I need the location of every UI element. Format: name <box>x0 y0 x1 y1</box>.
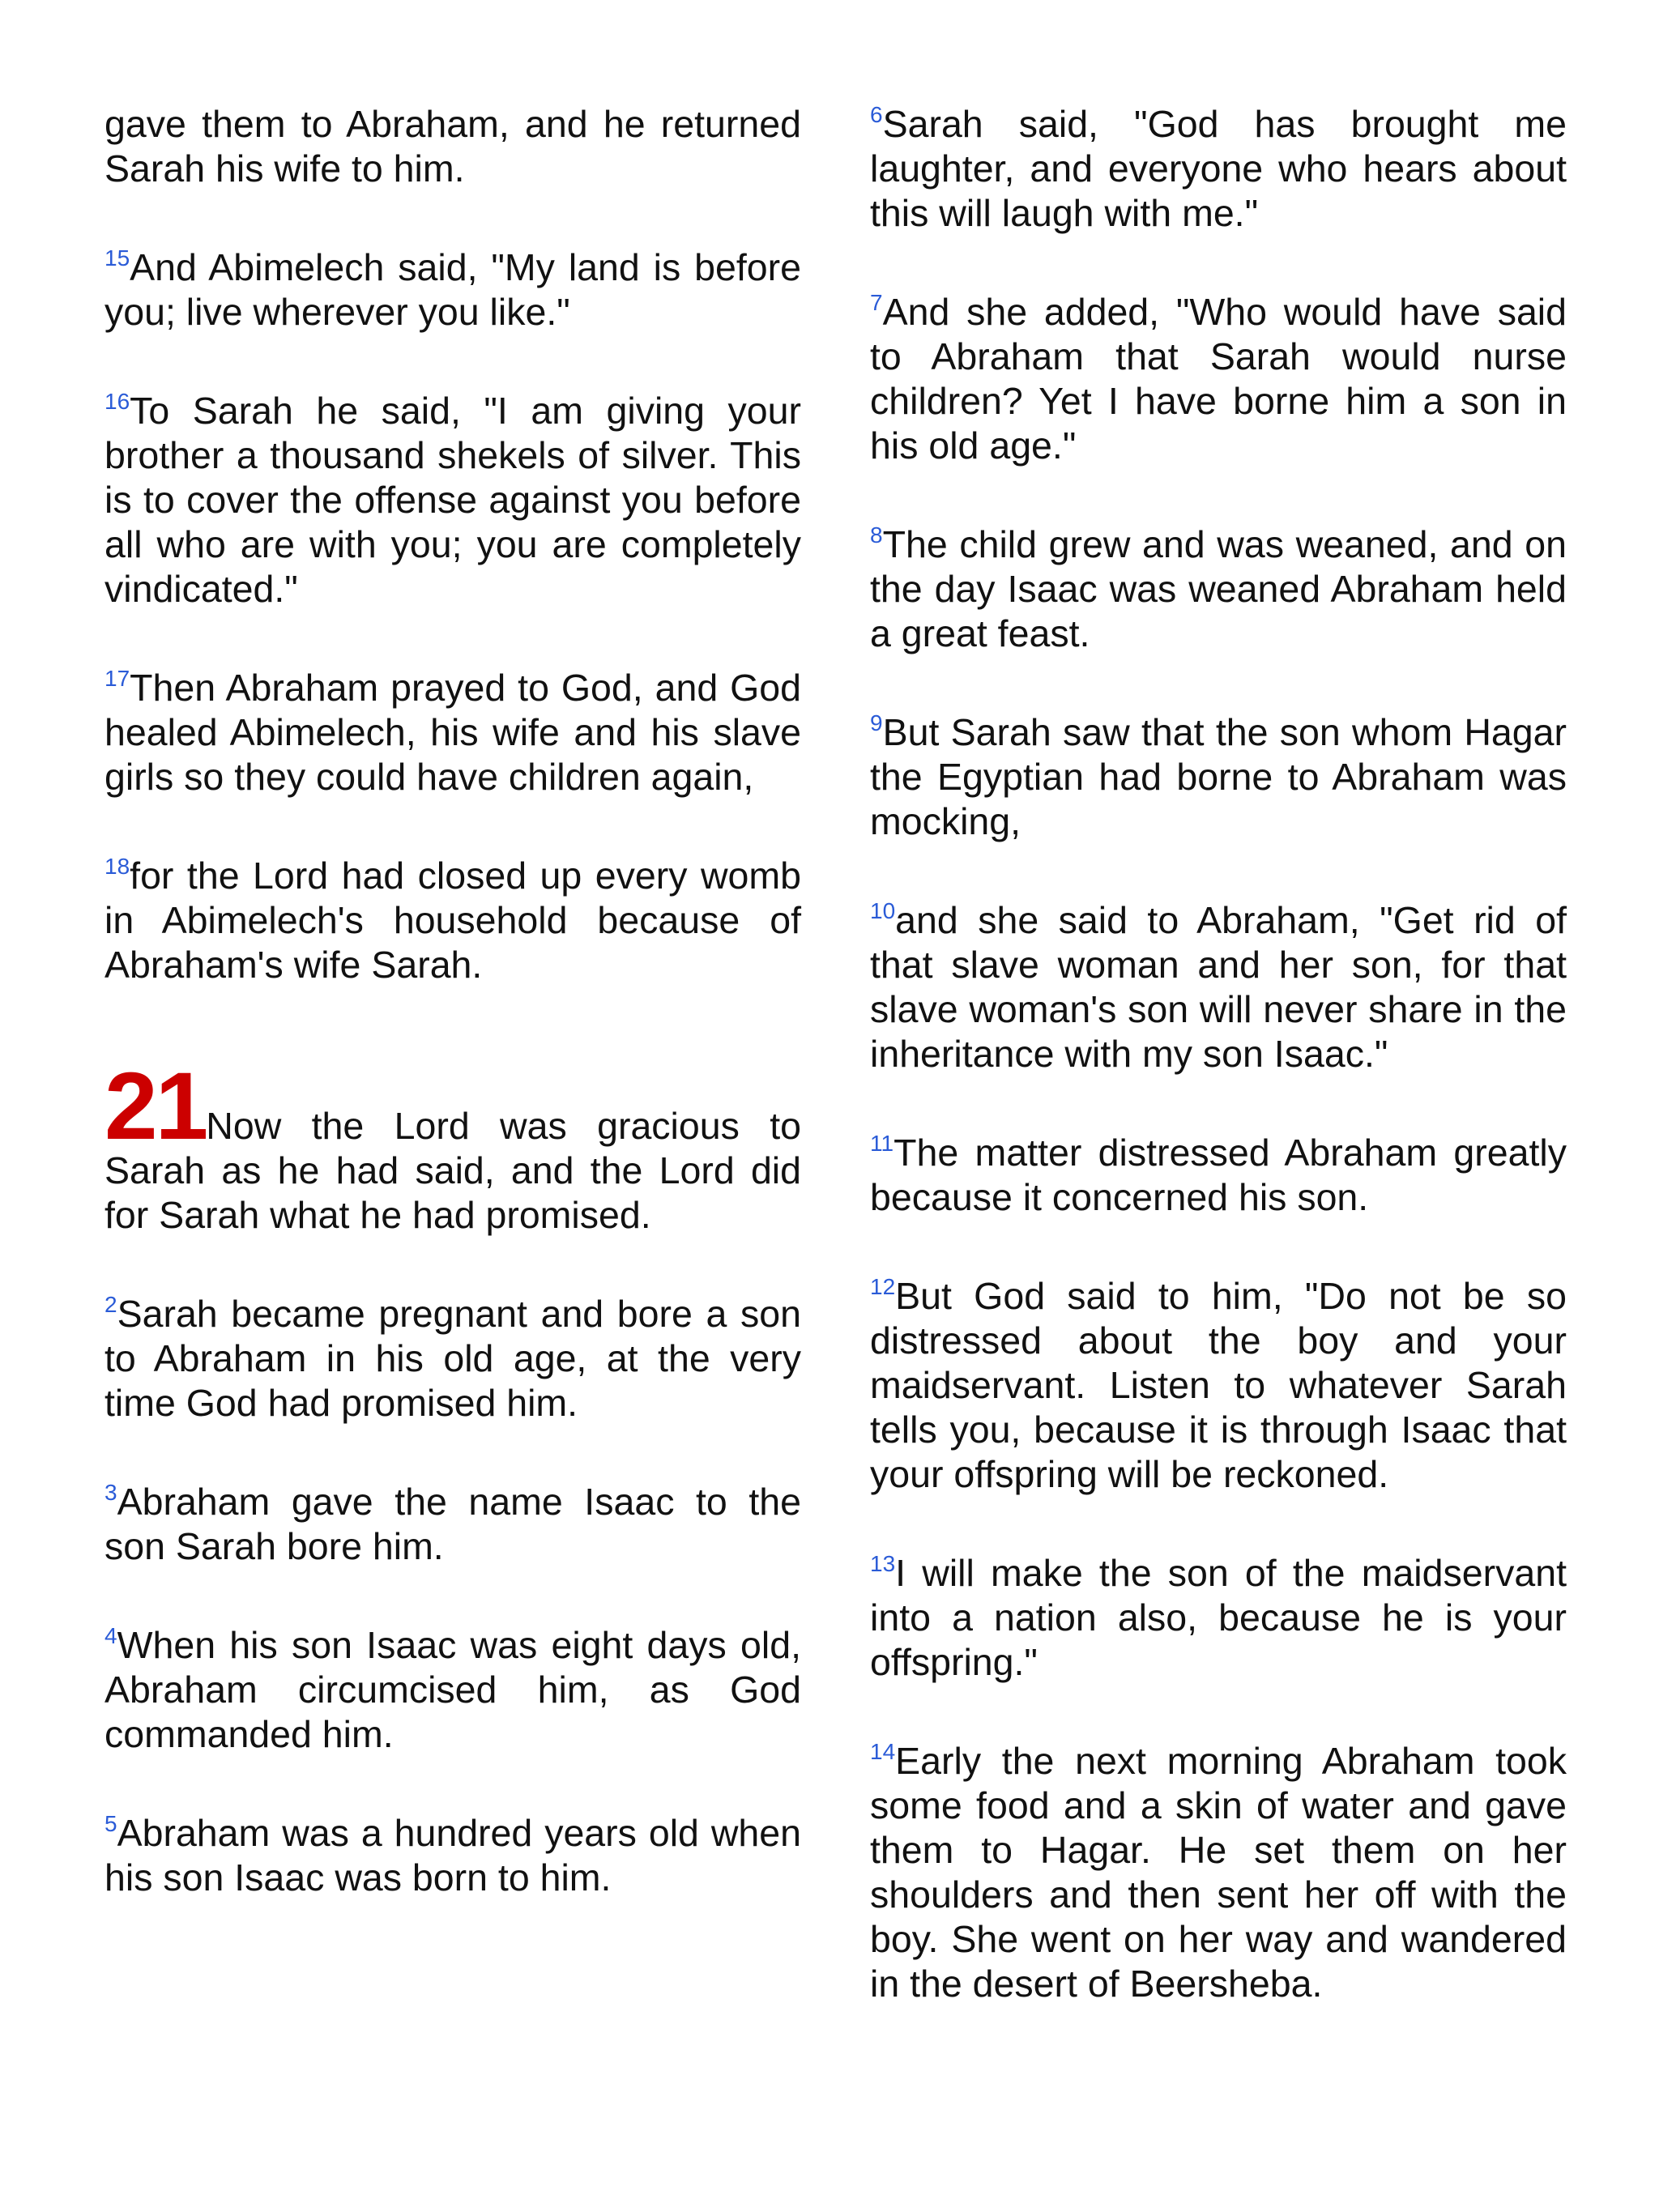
verse-10 <box>870 898 1567 1076</box>
verse-7 <box>870 290 1567 468</box>
verse-text: for the Lord had closed up every womb in Abimelech's household because of Abraham's wife Sarah. <box>104 855 801 986</box>
verse-2 <box>104 1292 801 1426</box>
verse-text: The child grew and was weaned, and on the day Isaac was weaned Abraham held a great feast. <box>870 523 1567 654</box>
verse-17 <box>104 666 801 799</box>
verse-9 <box>870 710 1567 844</box>
verse-12 <box>870 1274 1567 1497</box>
verse-text: Abraham was a hundred years old when his son Isaac was born to him. <box>104 1812 801 1899</box>
verse-4 <box>104 1623 801 1757</box>
verse-number: 15 <box>104 245 130 271</box>
verse-number: 10 <box>870 898 896 923</box>
verse-number: 6 <box>870 102 883 127</box>
verse-number: 18 <box>104 854 130 879</box>
verse-number: 4 <box>104 1623 117 1648</box>
verse-18 <box>104 854 801 987</box>
verse-text: The matter distressed Abraham greatly because it concerned his son. <box>870 1132 1567 1218</box>
verse-number: 17 <box>104 666 130 691</box>
verse-14 <box>870 1739 1567 2006</box>
verse-text: And she added, "Who would have said to Abraham that Sarah would nurse children? Yet I have borne him a son in his old age." <box>870 291 1567 467</box>
verse-text: But God said to him, "Do not be so distressed about the boy and your maidservant. Listen to whatever Sarah tells you, because it is through Isaac that your offspring will be reckoned. <box>870 1275 1567 1495</box>
verse-text: gave them to Abraham, and he returned Sarah his wife to him. <box>104 103 801 190</box>
verse-text: Abraham gave the name Isaac to the son Sarah bore him. <box>104 1481 801 1567</box>
verse-number: 14 <box>870 1739 896 1764</box>
continuation-paragraph <box>104 102 801 191</box>
verse-13 <box>870 1551 1567 1685</box>
verse-text: Sarah became pregnant and bore a son to Abraham in his old age, at the very time God had promised him. <box>104 1293 801 1424</box>
verse-6 <box>870 102 1567 236</box>
verse-number: 11 <box>870 1131 894 1156</box>
verse-number: 7 <box>870 290 883 315</box>
verse-text: And Abimelech said, "My land is before you; live wherever you like." <box>104 246 801 333</box>
verse-text: When his son Isaac was eight days old, Abraham circumcised him, as God commanded him. <box>104 1624 801 1755</box>
verse-5 <box>104 1811 801 1900</box>
verse-number: 2 <box>104 1292 117 1317</box>
verse-number: 5 <box>104 1811 117 1836</box>
verse-8 <box>870 522 1567 656</box>
verse-text: To Sarah he said, "I am giving your brother a thousand shekels of silver. This is to cover the offense against you before all who are with you; you are completely vindicated." <box>104 390 801 610</box>
right-column <box>870 102 1567 2061</box>
chapter-21-opening <box>104 1053 801 1238</box>
verse-number: 12 <box>870 1274 896 1299</box>
verse-3 <box>104 1480 801 1569</box>
left-column <box>104 102 801 1954</box>
verse-number: 13 <box>870 1551 896 1576</box>
verse-text: Then Abraham prayed to God, and God healed Abimelech, his wife and his slave girls so they could have children again, <box>104 667 801 798</box>
verse-number: 8 <box>870 522 883 548</box>
verse-15 <box>104 245 801 335</box>
verse-number: 9 <box>870 710 883 735</box>
chapter-number: 21 <box>104 1053 207 1160</box>
verse-number: 3 <box>104 1480 117 1505</box>
verse-text: and she said to Abraham, "Get rid of that slave woman and her son, for that slave woman's son will never share in the inheritance with my son Isaac." <box>870 899 1567 1075</box>
verse-text: Now the Lord was gracious to Sarah as he had said, and the Lord did for Sarah what he had promised. <box>104 1105 801 1236</box>
verse-number: 16 <box>104 389 130 414</box>
verse-text: But Sarah saw that the son whom Hagar the Egyptian had borne to Abraham was mocking, <box>870 711 1567 842</box>
verse-text: I will make the son of the maidservant into a nation also, because he is your offspring." <box>870 1552 1567 1683</box>
verse-11 <box>870 1131 1567 1220</box>
verse-16 <box>104 389 801 612</box>
verse-text: Sarah said, "God has brought me laughter, and everyone who hears about this will laugh with me." <box>870 103 1567 234</box>
verse-text: Early the next morning Abraham took some food and a skin of water and gave them to Hagar. He set them on her shoulders and then sent her off with the boy. She went on her way and wandered in the desert of Beersheba. <box>870 1740 1567 2005</box>
